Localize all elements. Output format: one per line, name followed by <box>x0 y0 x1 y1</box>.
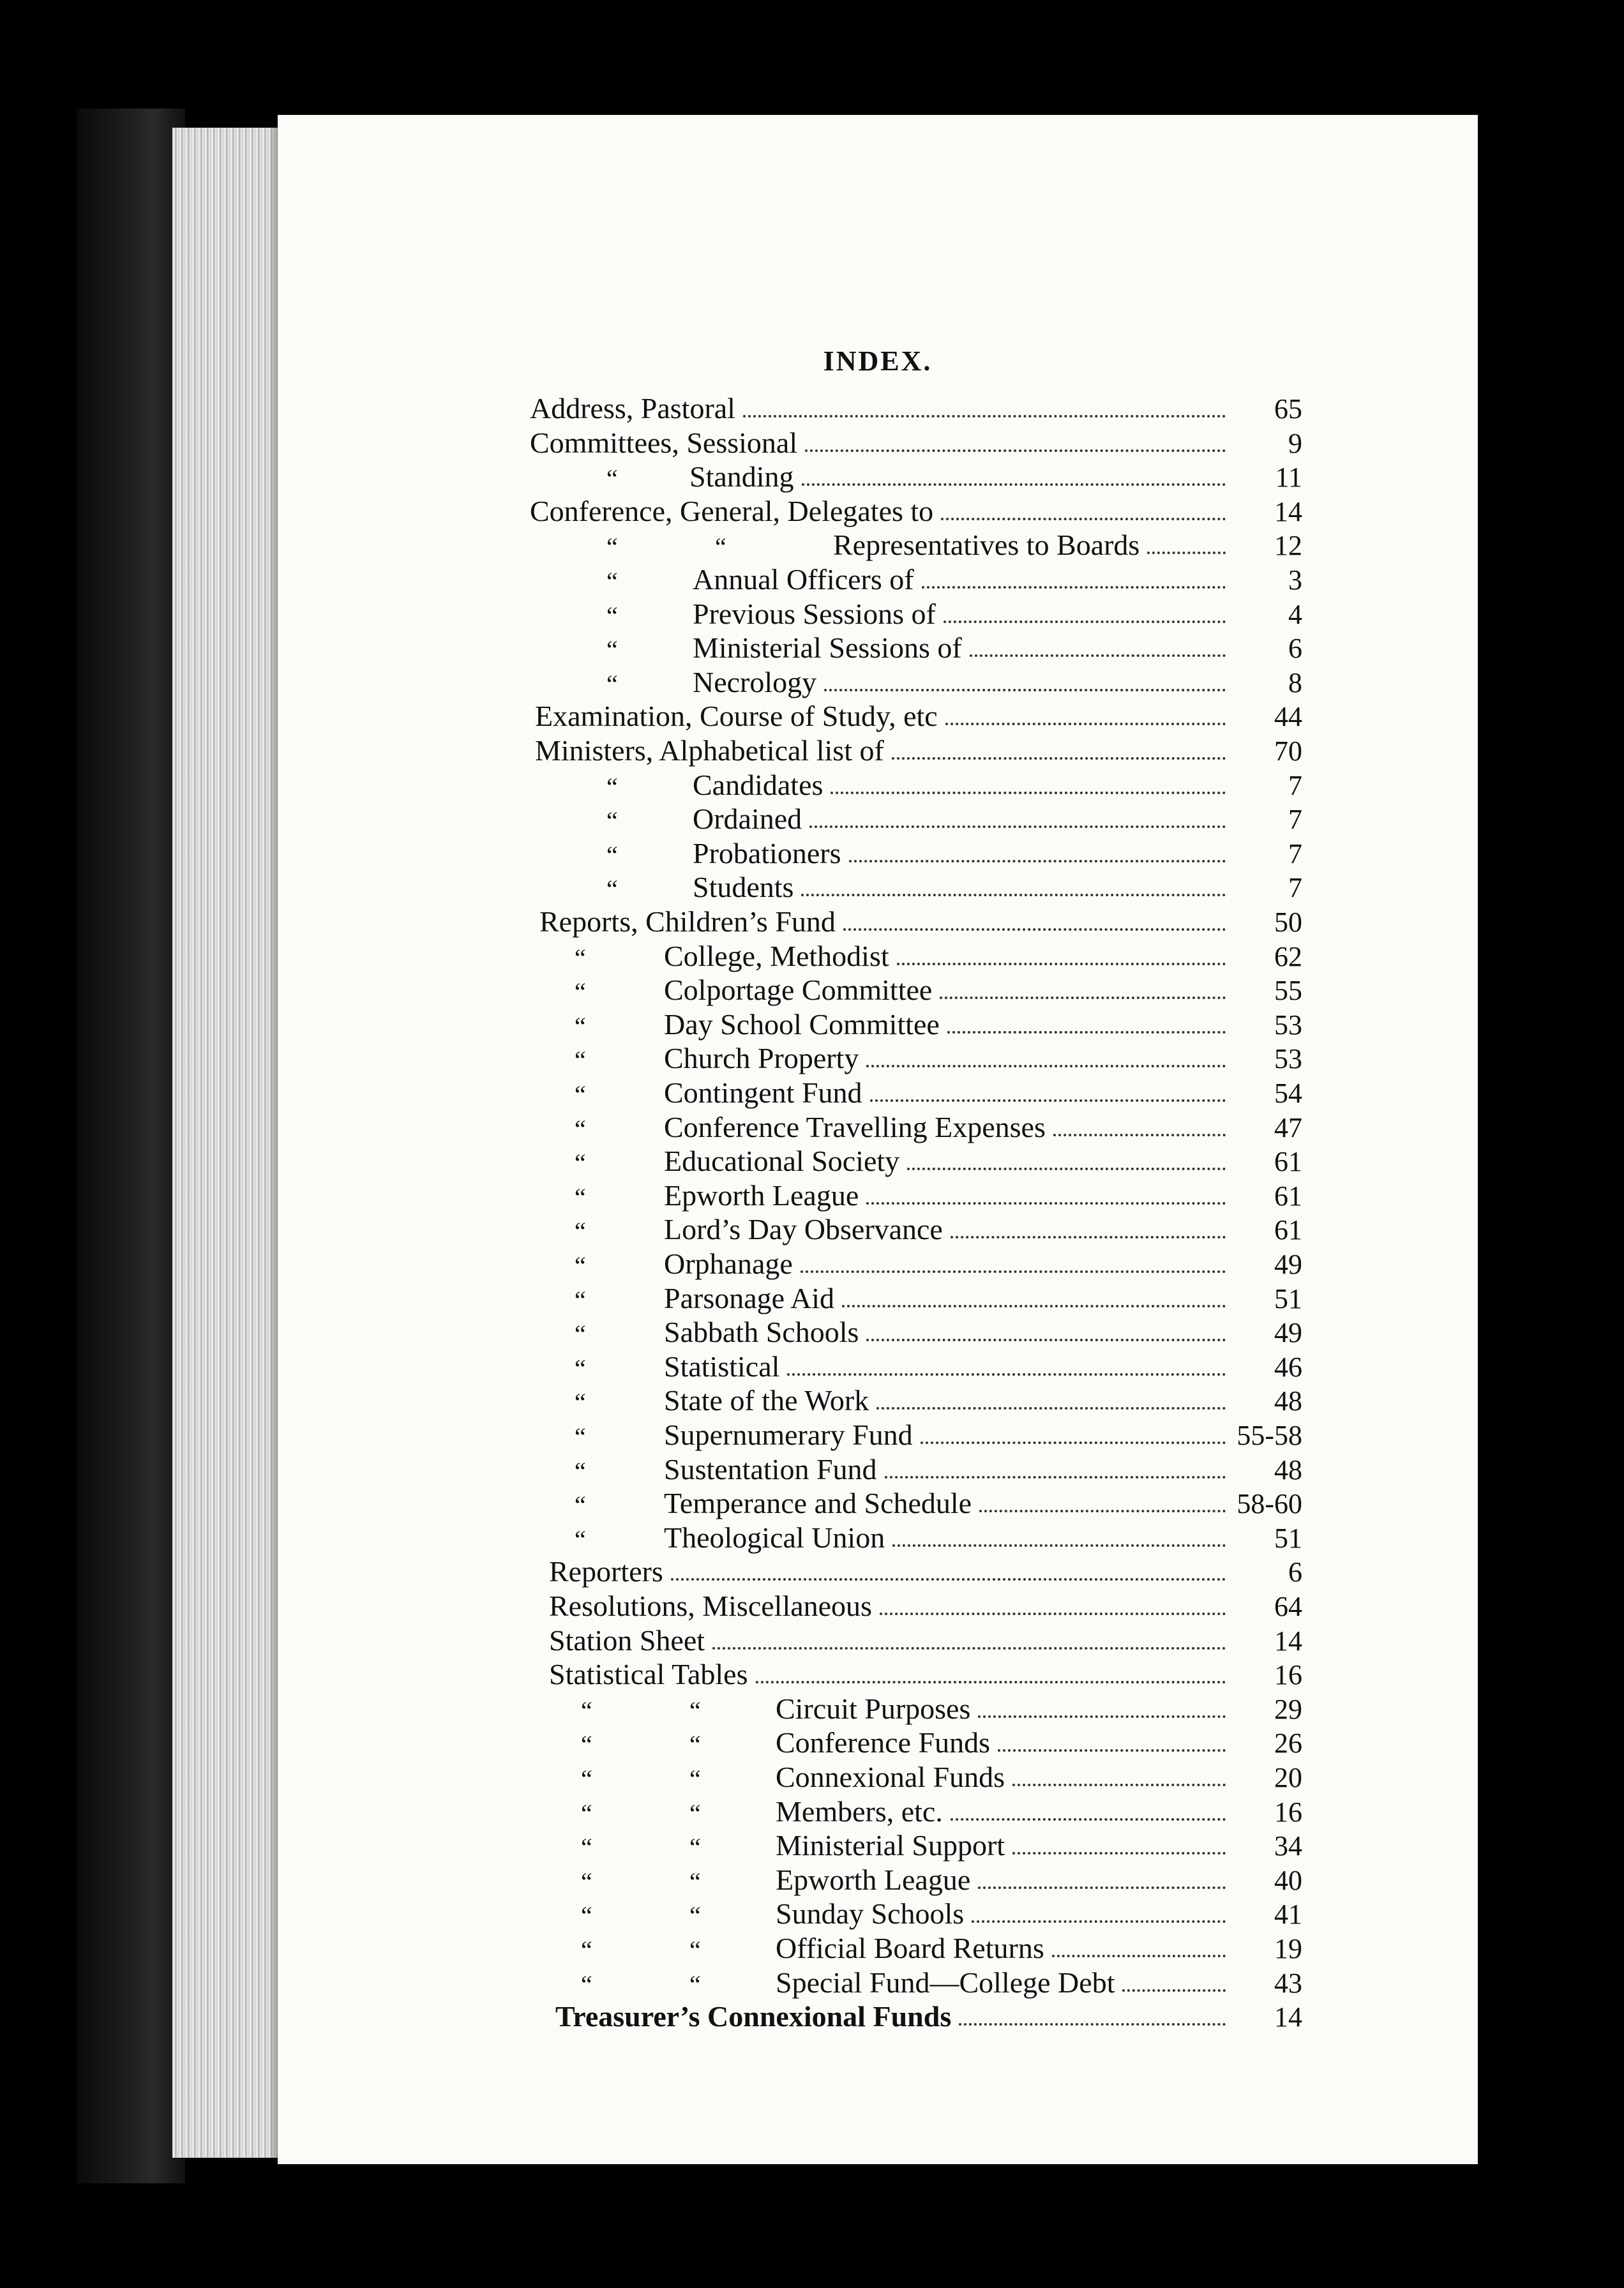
dot-leader <box>880 1613 1226 1615</box>
entry-label: Supernumerary Fund <box>664 1419 913 1451</box>
entry-page-number: 61 <box>1274 1214 1302 1246</box>
ditto-mark: “ <box>575 943 586 972</box>
ditto-mark: “ <box>606 669 618 698</box>
dot-leader <box>998 1749 1226 1752</box>
entry-page-number: 61 <box>1274 1146 1302 1178</box>
ditto-mark: “ <box>575 1080 586 1109</box>
dot-leader <box>1122 1989 1226 1992</box>
ditto-mark: “ <box>581 1765 592 1793</box>
index-entry <box>575 1416 1302 1452</box>
entry-label: Sustentation Fund <box>664 1452 877 1486</box>
ditto-mark: “ <box>606 806 618 836</box>
entry-page-number: 16 <box>1274 1659 1302 1691</box>
entry-page-number: 55 <box>1274 975 1302 1007</box>
entry-label: Reports, Children’s Fund <box>539 905 836 938</box>
entry-label: Theological Union <box>664 1521 885 1554</box>
entry-label: Station Sheet <box>549 1623 705 1657</box>
index-entries <box>278 115 1478 2164</box>
entry-page-number: 14 <box>1274 495 1302 527</box>
dot-leader <box>944 621 1226 623</box>
index-entry <box>606 629 1302 665</box>
index-page <box>278 115 1478 2164</box>
entry-label: Temperance and Schedule <box>664 1487 972 1520</box>
entry-label: Special Fund—College Debt <box>776 1966 1115 1999</box>
ditto-mark: “ <box>606 567 618 596</box>
entry-page-number: 46 <box>1274 1351 1302 1383</box>
entry-label: Church Property <box>664 1042 859 1075</box>
dot-leader <box>802 483 1226 486</box>
entry-page-number: 62 <box>1274 940 1302 972</box>
entry-page-number: 54 <box>1274 1078 1302 1109</box>
entry-page-number: 44 <box>1274 701 1302 733</box>
entry-label: Parsonage Aid <box>664 1281 835 1314</box>
index-entry <box>575 1108 1302 1144</box>
entry-label: Members, etc. <box>776 1795 943 1828</box>
entry-label: Resolutions, Miscellaneous <box>549 1590 872 1622</box>
ditto-mark: “ <box>581 1696 592 1725</box>
ditto-mark: “ <box>575 1148 586 1178</box>
dot-leader <box>1052 1955 1226 1957</box>
entry-page-number: 4 <box>1288 598 1302 630</box>
dot-leader <box>756 1681 1226 1683</box>
entry-label: Students <box>693 871 794 904</box>
entry-label: Orphanage <box>664 1247 793 1280</box>
index-entry <box>606 834 1302 870</box>
ditto-mark: “ <box>581 1833 592 1862</box>
ditto-mark: “ <box>575 1491 586 1520</box>
dot-leader <box>809 825 1226 828</box>
ditto-mark: “ <box>575 1524 586 1554</box>
index-entry <box>575 1039 1302 1075</box>
entry-page-number: 29 <box>1274 1693 1302 1725</box>
dot-leader <box>866 1339 1226 1341</box>
dot-leader <box>897 963 1226 965</box>
entry-label: Ministerial Support <box>776 1829 1005 1862</box>
index-entry <box>575 1313 1302 1349</box>
entry-page-number: 64 <box>1274 1591 1302 1622</box>
ditto-mark: “ <box>575 1422 586 1451</box>
entry-page-number: 50 <box>1274 907 1302 938</box>
ditto-mark: “ <box>575 1251 586 1280</box>
index-entry <box>575 1074 1302 1110</box>
dot-leader <box>951 1818 1226 1821</box>
entry-page-number: 40 <box>1274 1864 1302 1896</box>
entry-page-number: 47 <box>1274 1111 1302 1143</box>
entry-label: Educational Society <box>664 1145 900 1178</box>
entry-label: Connexional Funds <box>776 1761 1005 1793</box>
ditto-mark: “ <box>581 1798 592 1828</box>
ditto-mark: “ <box>689 1730 701 1759</box>
ditto-mark: “ <box>575 1182 586 1212</box>
dot-leader <box>801 894 1226 896</box>
dot-leader <box>824 689 1226 691</box>
entry-label: Epworth League <box>664 1178 859 1212</box>
entry-label: Candidates <box>693 768 823 801</box>
index-entry <box>581 1758 1302 1794</box>
ditto-mark: “ <box>575 1046 586 1075</box>
entry-label: Committees, Sessional <box>530 426 798 459</box>
entry-page-number: 26 <box>1274 1727 1302 1759</box>
entry-label: Treasurer’s Connexional Funds <box>555 2000 952 2033</box>
entry-label: College, Methodist <box>664 939 889 972</box>
ditto-mark: “ <box>575 1320 586 1349</box>
entry-label: Ordained <box>693 802 802 836</box>
dot-leader <box>1147 552 1226 554</box>
index-entry <box>575 1210 1302 1246</box>
ditto-mark: “ <box>575 1353 586 1383</box>
entry-page-number: 20 <box>1274 1762 1302 1793</box>
index-entry <box>606 561 1302 596</box>
entry-label: Conference Funds <box>776 1726 990 1759</box>
index-entry <box>575 1005 1302 1041</box>
dot-leader <box>951 1236 1226 1238</box>
entry-page-number: 6 <box>1288 1556 1302 1588</box>
index-entry <box>606 868 1302 904</box>
index-entry <box>581 1929 1302 1965</box>
index-entry <box>549 1622 1302 1657</box>
ditto-mark: “ <box>689 1696 701 1725</box>
entry-label: Sabbath Schools <box>664 1316 859 1349</box>
index-entry <box>606 800 1302 836</box>
entry-page-number: 53 <box>1274 1043 1302 1075</box>
entry-page-number: 55-58 <box>1237 1420 1302 1451</box>
entry-label: Circuit Purposes <box>776 1692 971 1725</box>
entry-page-number: 41 <box>1274 1899 1302 1930</box>
index-entry <box>575 1177 1302 1212</box>
entry-page-number: 48 <box>1274 1385 1302 1417</box>
entry-label: Conference Travelling Expenses <box>664 1110 1046 1143</box>
dot-leader <box>866 1202 1226 1205</box>
entry-label: Lord’s Day Observance <box>664 1213 943 1246</box>
entry-page-number: 51 <box>1274 1522 1302 1554</box>
index-entry <box>581 1964 1302 1999</box>
index-entry <box>555 1998 1302 2033</box>
ditto-mark: “ <box>689 1765 701 1793</box>
dot-leader <box>1053 1134 1226 1136</box>
entry-page-number: 51 <box>1274 1283 1302 1314</box>
entry-page-number: 12 <box>1274 530 1302 562</box>
ditto-mark: “ <box>606 601 618 630</box>
entry-page-number: 53 <box>1274 1009 1302 1041</box>
index-entry <box>575 1381 1302 1417</box>
entry-page-number: 61 <box>1274 1180 1302 1212</box>
ditto-mark: “ <box>606 772 618 801</box>
entry-page-number: 6 <box>1288 633 1302 665</box>
ditto-mark: “ <box>581 1936 592 1964</box>
index-entry <box>575 1348 1302 1383</box>
entry-label: Annual Officers of <box>693 563 914 596</box>
entry-label: Address, Pastoral <box>530 392 735 425</box>
ditto-mark: “ <box>606 532 618 562</box>
entry-page-number: 58-60 <box>1237 1488 1302 1520</box>
entry-page-number: 9 <box>1288 427 1302 459</box>
index-entry <box>535 732 1302 767</box>
entry-page-number: 34 <box>1274 1830 1302 1862</box>
index-entry <box>575 1245 1302 1281</box>
ditto-mark: “ <box>575 1011 586 1041</box>
dot-leader <box>907 1168 1226 1170</box>
entry-page-number: 7 <box>1288 769 1302 801</box>
entry-label: Standing <box>689 460 794 493</box>
index-entry <box>530 424 1302 460</box>
dot-leader <box>805 449 1226 452</box>
ditto-mark: “ <box>715 532 726 562</box>
index-entry <box>575 1450 1302 1486</box>
dot-leader <box>842 1305 1226 1307</box>
entry-label: Ministerial Sessions of <box>693 631 962 665</box>
entry-label: Day School Committee <box>664 1007 940 1041</box>
entry-label: Colportage Committee <box>664 974 933 1007</box>
index-entry <box>549 1655 1302 1691</box>
dot-leader <box>876 1407 1226 1410</box>
entry-label: Previous Sessions of <box>693 597 936 630</box>
entry-page-number: 65 <box>1274 393 1302 425</box>
entry-page-number: 7 <box>1288 838 1302 869</box>
dot-leader <box>979 1510 1226 1512</box>
dot-leader <box>870 1099 1226 1102</box>
ditto-mark: “ <box>575 1388 586 1417</box>
ditto-mark: “ <box>606 840 618 869</box>
entry-label: Contingent Fund <box>664 1076 862 1109</box>
index-entry <box>581 1793 1302 1828</box>
entry-page-number: 3 <box>1288 564 1302 596</box>
entry-page-number: 7 <box>1288 872 1302 904</box>
index-entry <box>549 1587 1302 1623</box>
page-edges <box>172 128 281 2158</box>
dot-leader <box>831 792 1226 794</box>
index-entry <box>581 1690 1302 1726</box>
dot-leader <box>712 1647 1226 1650</box>
dot-leader <box>947 1031 1226 1034</box>
entry-page-number: 70 <box>1274 735 1302 767</box>
ditto-mark: “ <box>581 1867 592 1896</box>
ditto-mark: “ <box>575 1456 586 1486</box>
dot-leader <box>959 2023 1226 2026</box>
dot-leader <box>978 1886 1226 1889</box>
dot-leader <box>940 997 1226 999</box>
dot-leader <box>866 1065 1226 1067</box>
index-entry <box>581 1826 1302 1862</box>
index-entry <box>575 1484 1302 1520</box>
index-entry <box>575 937 1302 973</box>
index-entry <box>581 1861 1302 1897</box>
entry-page-number: 43 <box>1274 1967 1302 1999</box>
entry-page-number: 8 <box>1288 666 1302 698</box>
entry-label: Epworth League <box>776 1863 971 1896</box>
index-entry <box>575 1142 1302 1178</box>
dot-leader <box>972 1920 1226 1923</box>
index-entry <box>606 595 1302 631</box>
dot-leader <box>849 860 1226 862</box>
dot-leader <box>787 1373 1226 1376</box>
entry-label: State of the Work <box>664 1384 869 1417</box>
dot-leader <box>892 1544 1226 1547</box>
ditto-mark: “ <box>581 1730 592 1759</box>
index-entry <box>535 697 1302 733</box>
ditto-mark: “ <box>606 875 618 904</box>
entry-page-number: 14 <box>1274 2001 1302 2033</box>
index-entry <box>606 526 1302 562</box>
entry-label: Conference, General, Delegates to <box>530 494 934 527</box>
entry-label: Ministers, Alphabetical list of <box>535 734 884 767</box>
index-entry <box>575 971 1302 1007</box>
ditto-mark: “ <box>689 1867 701 1896</box>
entry-label: Official Board Returns <box>776 1932 1044 1964</box>
dot-leader <box>1012 1784 1226 1786</box>
entry-label: Examination, Course of Study, etc <box>535 700 938 733</box>
entry-label: Reporters <box>549 1555 663 1588</box>
index-entry <box>581 1895 1302 1930</box>
ditto-mark: “ <box>689 1798 701 1828</box>
entry-page-number: 49 <box>1274 1317 1302 1349</box>
index-entry <box>549 1553 1302 1588</box>
index-entry <box>530 492 1302 528</box>
entry-label: Representatives to Boards <box>833 529 1140 562</box>
entry-page-number: 16 <box>1274 1796 1302 1828</box>
index-entry <box>539 903 1302 938</box>
dot-leader <box>921 1441 1226 1444</box>
ditto-mark: “ <box>575 1114 586 1143</box>
dot-leader <box>885 1476 1226 1479</box>
dot-leader <box>743 415 1226 418</box>
index-entry <box>575 1519 1302 1554</box>
page-title: INDEX. <box>823 345 933 377</box>
entry-label: Sunday Schools <box>776 1897 965 1930</box>
entry-page-number: 7 <box>1288 804 1302 836</box>
index-entry <box>575 1279 1302 1315</box>
ditto-mark: “ <box>581 1901 592 1930</box>
dot-leader <box>970 654 1226 657</box>
dot-leader <box>1012 1852 1226 1855</box>
entry-page-number: 14 <box>1274 1625 1302 1657</box>
dot-leader <box>945 723 1226 725</box>
dot-leader <box>801 1270 1226 1273</box>
entry-label: Necrology <box>693 665 817 698</box>
index-entry <box>606 663 1302 699</box>
entry-label: Statistical <box>664 1350 780 1383</box>
dot-leader <box>843 928 1226 931</box>
entry-label: Probationers <box>693 836 841 869</box>
index-entry <box>606 458 1302 493</box>
entry-page-number: 11 <box>1275 462 1302 493</box>
ditto-mark: “ <box>575 977 586 1007</box>
dot-leader <box>892 757 1226 760</box>
entry-page-number: 19 <box>1274 1933 1302 1964</box>
index-entry <box>530 389 1302 425</box>
dot-leader <box>671 1578 1226 1581</box>
ditto-mark: “ <box>575 1217 586 1246</box>
index-entry <box>606 766 1302 802</box>
ditto-mark: “ <box>575 1285 586 1314</box>
ditto-mark: “ <box>689 1936 701 1964</box>
dot-leader <box>941 518 1226 520</box>
ditto-mark: “ <box>581 1969 592 1999</box>
entry-page-number: 49 <box>1274 1249 1302 1280</box>
ditto-mark: “ <box>689 1833 701 1862</box>
ditto-mark: “ <box>606 635 618 665</box>
book-binding <box>77 109 185 2183</box>
ditto-mark: “ <box>606 464 618 493</box>
dot-leader <box>978 1715 1226 1718</box>
ditto-mark: “ <box>689 1901 701 1930</box>
ditto-mark: “ <box>689 1969 701 1999</box>
index-entry <box>581 1724 1302 1759</box>
entry-page-number: 48 <box>1274 1454 1302 1486</box>
dot-leader <box>922 586 1226 589</box>
entry-label: Statistical Tables <box>549 1658 748 1691</box>
